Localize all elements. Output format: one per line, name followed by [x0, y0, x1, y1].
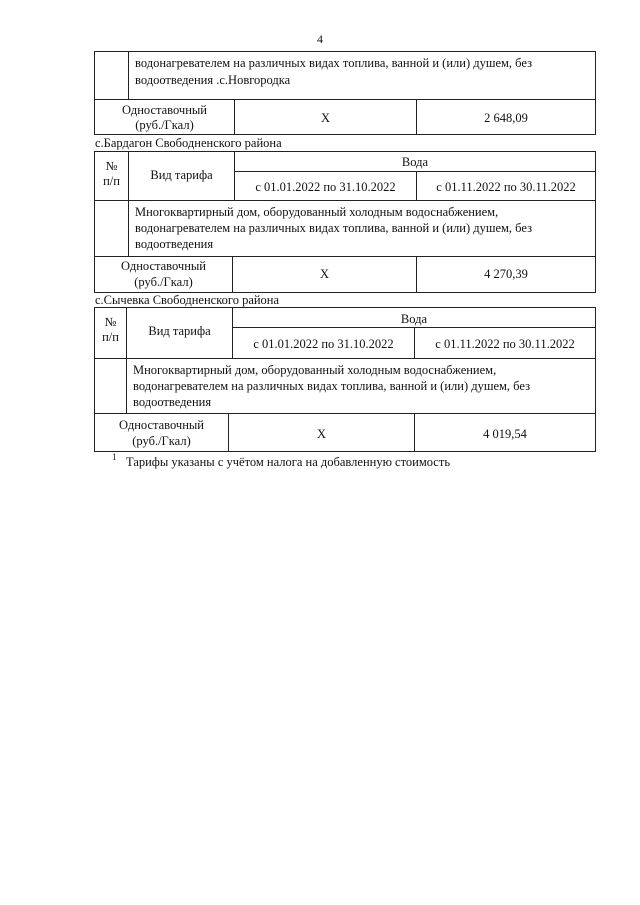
- rate-value-period1: X: [319, 267, 330, 281]
- section-caption-sychevka: с.Сычевка Свободненского района: [95, 293, 280, 307]
- rate-label: Одноставочный: [119, 418, 204, 432]
- rate-unit: (руб./Гкал): [134, 275, 193, 289]
- tariff-description-line: водоотведения: [135, 237, 214, 251]
- column-period2: с 01.11.2022 по 30.11.2022: [435, 337, 575, 351]
- rate-unit: (руб./Гкал): [132, 434, 191, 448]
- rate-value-period2: 4 019,54: [483, 427, 527, 441]
- tariff-description-line: водонагревателем на различных видах топлива, ванной и (или) душем, без: [135, 221, 533, 235]
- tariff-description-line: водоотведения: [133, 395, 212, 409]
- column-tariff-type-header: Вид тарифа: [150, 168, 213, 182]
- column-group-water: Вода: [400, 312, 428, 326]
- rate-label: Одноставочный: [122, 103, 207, 117]
- rate-value-period1: X: [316, 427, 327, 441]
- column-number-header: №: [105, 159, 118, 173]
- column-period1: с 01.01.2022 по 31.10.2022: [253, 337, 394, 351]
- column-tariff-type-header: Вид тарифа: [148, 324, 211, 338]
- tariff-description-line: Многоквартирный дом, оборудованный холодным водоснабжением,: [135, 205, 499, 219]
- column-number-header-sub: п/п: [102, 330, 119, 344]
- column-period1: с 01.01.2022 по 31.10.2022: [255, 180, 396, 194]
- tariff-description-line: водонагревателем на различных видах топлива, ванной и (или) душем, без: [133, 379, 531, 393]
- rate-unit: (руб./Гкал): [135, 118, 194, 132]
- rate-value-period1: X: [320, 111, 331, 125]
- column-number-header-sub: п/п: [103, 174, 120, 188]
- tariff-description-line: водоотведения .с.Новгородка: [135, 73, 291, 87]
- column-period2: с 01.11.2022 по 30.11.2022: [436, 180, 576, 194]
- column-group-water: Вода: [401, 155, 429, 169]
- footnote-text: Тарифы указаны с учётом налога на добавленную стоимость: [126, 455, 451, 469]
- tariff-description-line: Многоквартирный дом, оборудованный холодным водоснабжением,: [133, 363, 497, 377]
- rate-value-period2: 2 648,09: [484, 111, 528, 125]
- page-number: 4: [317, 32, 323, 46]
- tariff-description-line: водонагревателем на различных видах топлива, ванной и (или) душем, без: [135, 56, 533, 70]
- column-number-header: №: [104, 315, 117, 329]
- section-caption-bardagon: с.Бардагон Свободненского района: [95, 136, 282, 150]
- rate-value-period2: 4 270,39: [484, 267, 528, 281]
- footnote-mark: 1: [112, 452, 117, 462]
- rate-label: Одноставочный: [121, 259, 206, 273]
